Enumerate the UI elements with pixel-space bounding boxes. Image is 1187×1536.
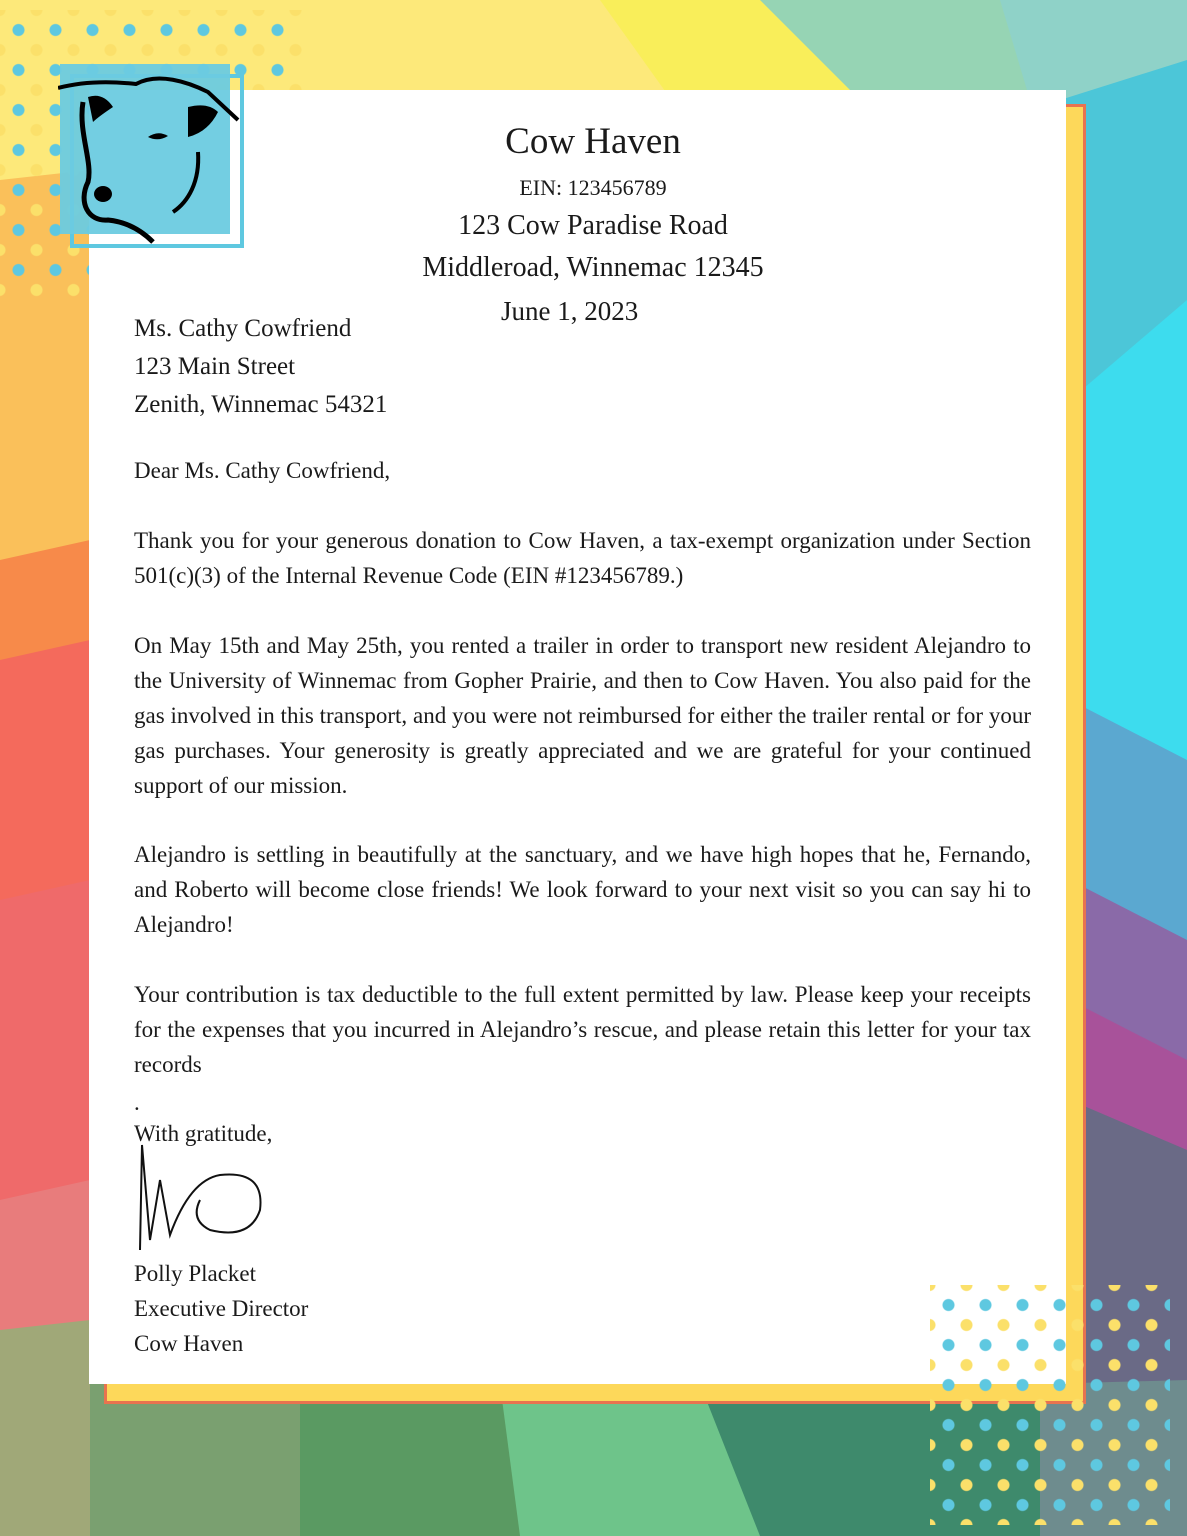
paragraph-4: Your contribution is tax deductible to the full extent permitted by law. Please keep your receipts for the expenses that you incurred in Alejandro’s rescue, and please retain this letter for your tax records [134,982,1031,1077]
organization-address-line2: Middleroad, Winnemac 12345 [422,252,764,283]
stray-period: . [134,1090,140,1115]
letter-date: June 1, 2023 [501,296,639,326]
paragraph-1: Thank you for your generous donation to Cow Haven, a tax-exempt organization under Section 501(c)(3) of the Internal Revenue Code (EIN #123456789.) [134,528,1031,588]
organization-name: Cow Haven [505,121,681,162]
dot-pattern-bottom-right [930,1285,1170,1525]
paragraph-2: On May 15th and May 25th, you rented a trailer in order to transport new resident Alejandro to the University of Winnemac from Gopher Prairie, and then to Cow Haven. You also paid for the gas involved in this transport, and you were not reimbursed for either the trailer rental or for your gas purchases. Your generosity is greatly appreciated and we are grateful for your continued support of our mission. [134,633,1031,798]
signature-image [130,1140,270,1260]
signer-name: Polly Placket [134,1261,257,1286]
cow-logo-icon [58,62,248,252]
organization-address-line1: 123 Cow Paradise Road [458,210,728,241]
closing: With gratitude, [134,1121,273,1146]
salutation: Dear Ms. Cathy Cowfriend, [134,458,391,483]
paragraph-3: Alejandro is settling in beautifully at the sanctuary, and we have high hopes that he, Fernando, and Roberto will become close friends! We look forward to your next visit so you can say hi to Alejandro! [134,842,1031,937]
recipient-street: 123 Main Street [134,353,296,380]
recipient-city: Zenith, Winnemac 54321 [134,391,388,418]
signer-title: Executive Director [134,1296,309,1321]
organization-ein: EIN: 123456789 [519,175,667,200]
recipient-name: Ms. Cathy Cowfriend [134,315,352,342]
signer-organization: Cow Haven [134,1331,244,1356]
